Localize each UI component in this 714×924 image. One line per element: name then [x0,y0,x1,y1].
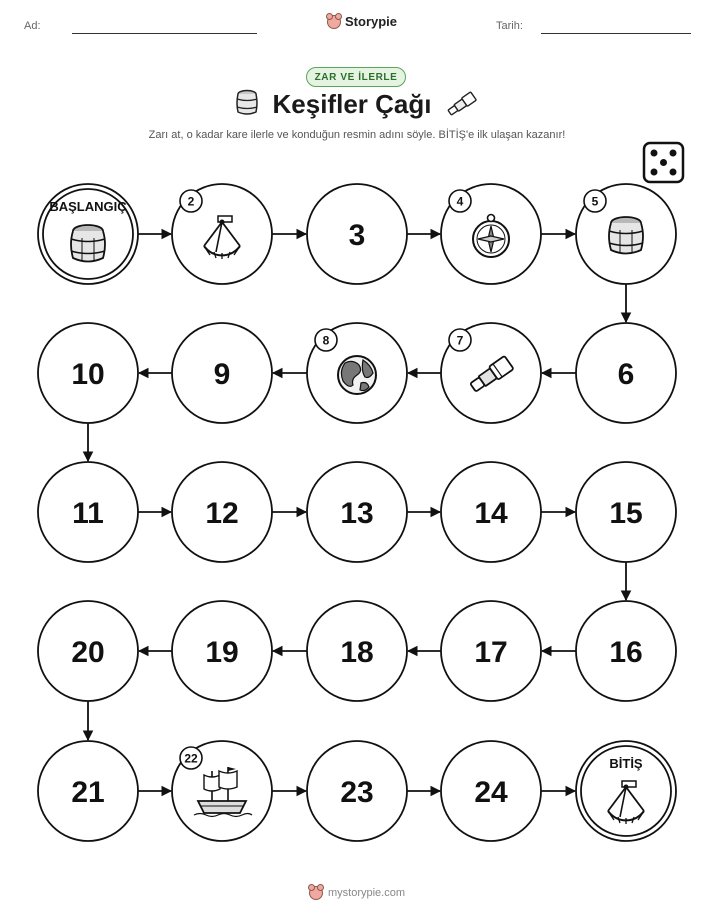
square-number: 18 [340,636,374,669]
square-number: 16 [609,636,643,669]
square-number: 11 [72,497,104,530]
board-square-12 [172,462,272,562]
title-text: Keşifler Çağı [272,89,432,119]
board-square-6 [576,323,676,423]
barrel-icon [71,225,105,262]
finish-square [576,741,676,841]
square-number: 2 [187,194,195,209]
footer [0,886,714,900]
square-label: BAŞLANGIÇ [49,199,127,214]
board-square-22 [172,741,272,841]
board-square-19 [172,601,272,701]
board-square-4 [441,184,541,284]
instructions: Zarı at, o kadar kare ilerle ve konduğun resmin adını söyle. BİTİŞ'e ilk ulaşan kazanır! [148,129,566,141]
board-square-10 [38,323,138,423]
square-number: 3 [348,219,366,252]
board-squares [38,184,676,841]
board-square-23 [307,741,407,841]
board-square-8 [307,323,407,423]
square-number: 24 [474,776,508,809]
barrel-icon [609,217,643,254]
board-square-20 [38,601,138,701]
square-number: 6 [617,358,635,391]
square-number: 23 [340,776,374,809]
square-number: 22 [184,751,198,766]
board-square-18 [307,601,407,701]
board-square-16 [576,601,676,701]
bear-icon [309,886,323,900]
date-label: Tarih: [496,20,523,32]
globe-icon [338,356,376,394]
board-square-15 [576,462,676,562]
square-number: 17 [474,636,508,669]
board-square-14 [441,462,541,562]
board-square-21 [38,741,138,841]
square-number: 7 [456,333,464,348]
board-square-5 [576,184,676,284]
square-number: 15 [609,497,643,530]
board-square-2 [172,184,272,284]
square-number: 14 [474,497,508,530]
dice-icon [644,143,683,182]
board-square-13 [307,462,407,562]
board-square-3 [307,184,407,284]
square-number: 12 [205,497,239,530]
square-number: 8 [322,333,330,348]
game-type-badge: ZAR VE İLERLE [306,67,406,87]
start-square [38,184,138,284]
brand-name: Storypie [345,14,398,29]
square-label: BİTİŞ [609,756,643,771]
board-square-7 [441,323,541,423]
square-number: 20 [71,636,105,669]
square-number: 13 [340,497,374,530]
square-number: 5 [591,194,599,209]
board-square-9 [172,323,272,423]
board-square-17 [441,601,541,701]
name-label: Ad: [24,20,41,32]
square-number: 19 [205,636,239,669]
square-number: 21 [71,776,105,809]
board-square-11 [38,462,138,562]
footer-url[interactable]: mystorypie.com [327,887,406,899]
square-number: 9 [213,358,231,391]
square-number: 4 [456,194,464,209]
square-number: 10 [71,358,105,391]
board-square-24 [441,741,541,841]
